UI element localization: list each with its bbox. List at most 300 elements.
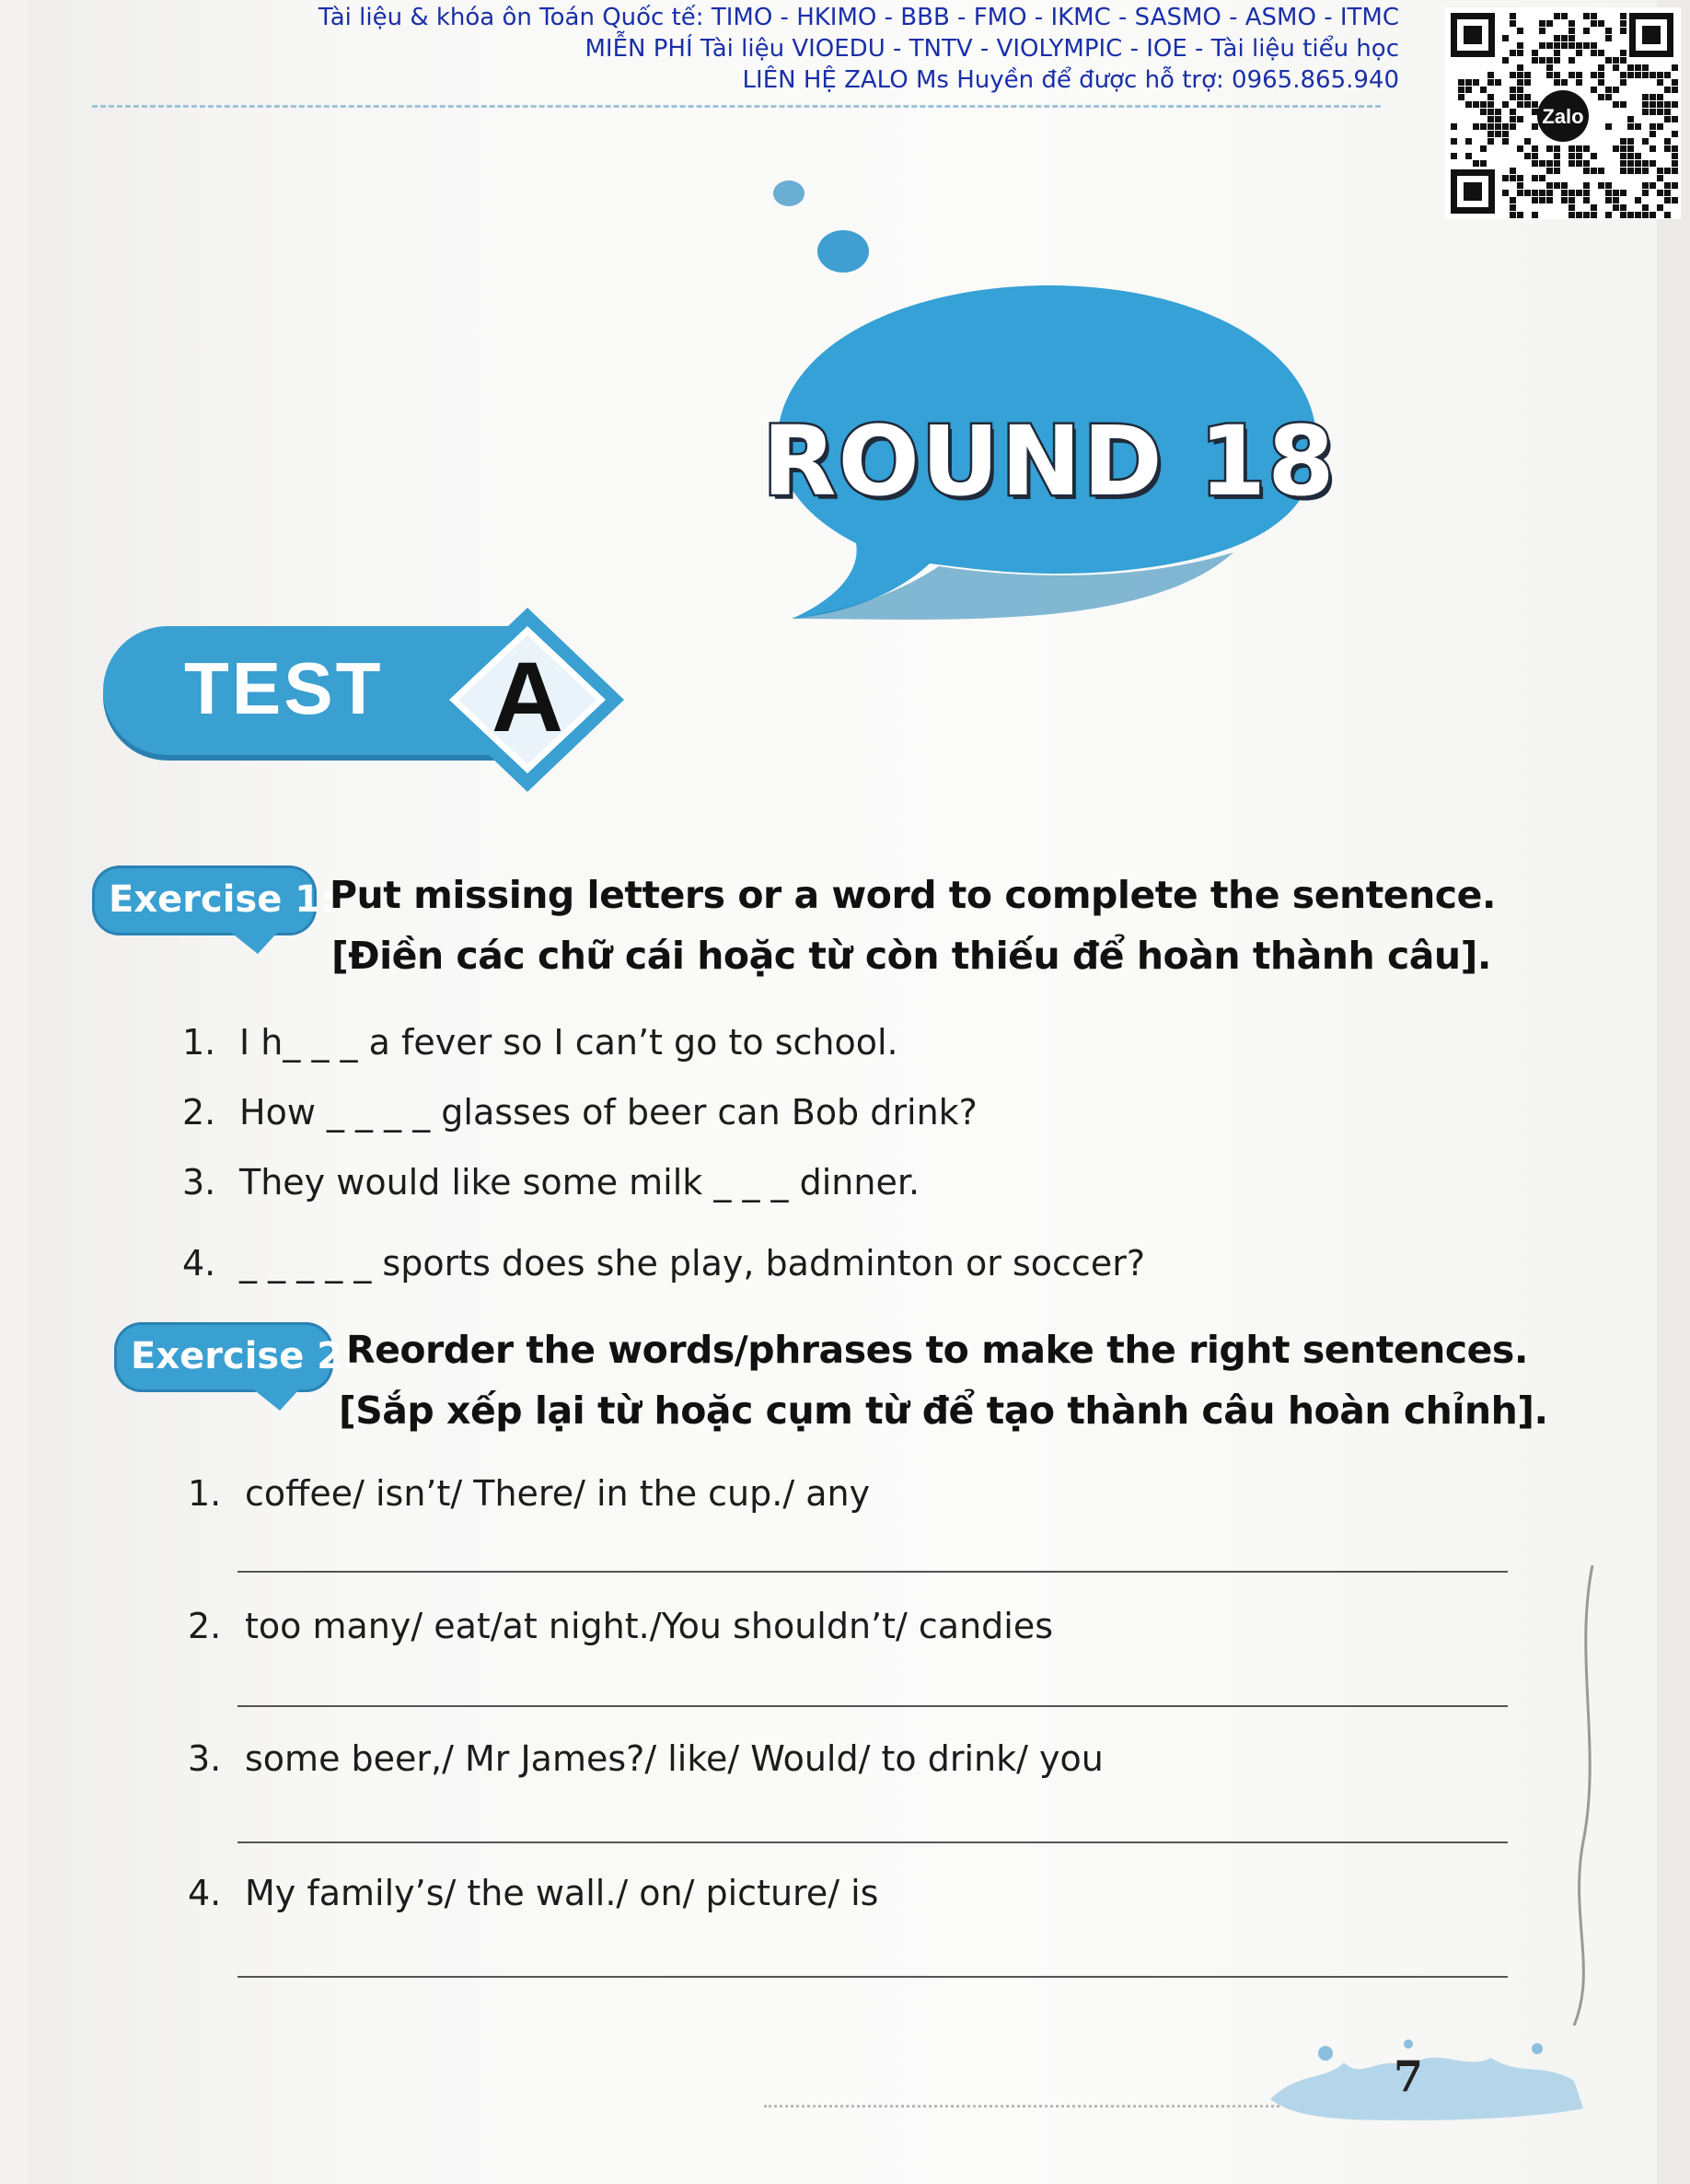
qr-module (1546, 197, 1553, 203)
item-text: too many/ eat/at night./You shouldn’t/ candies (245, 1606, 1054, 1646)
qr-module (1532, 109, 1538, 115)
qr-module (1451, 123, 1457, 130)
footer-splash-decoration (1261, 2016, 1592, 2127)
qr-module (1583, 182, 1590, 189)
qr-module (1613, 190, 1619, 196)
promo-line-3: LIÊN HỆ ZALO Ms Huyền để được hỗ trợ: 0965.865.940 (742, 66, 1399, 94)
test-letter-badge (431, 608, 624, 792)
qr-module (1642, 182, 1649, 189)
item-text: I h_ _ _ a fever so I can’t go to school. (239, 1022, 898, 1063)
qr-module (1554, 79, 1560, 86)
qr-module (1546, 20, 1553, 27)
qr-module (1657, 204, 1663, 211)
qr-module (1635, 168, 1641, 174)
qr-module (1642, 190, 1649, 196)
qr-module (1546, 42, 1553, 49)
qr-module (1465, 87, 1472, 93)
item-text: How _ _ _ _ glasses of beer can Bob drink? (239, 1092, 978, 1133)
qr-module (1649, 131, 1656, 137)
qr-module (1487, 72, 1494, 78)
qr-module (1517, 145, 1523, 152)
footer-dotted-line (764, 2105, 1279, 2108)
qr-module (1657, 123, 1663, 130)
qr-module (1539, 197, 1545, 203)
qr-module (1576, 79, 1582, 86)
qr-module (1664, 182, 1671, 189)
qr-module (1649, 160, 1656, 167)
qr-module (1576, 145, 1582, 152)
exercise-2-title: Reorder the words/phrases to make the right sentences. (346, 1328, 1528, 1372)
qr-module (1480, 87, 1487, 93)
qr-module (1532, 212, 1538, 218)
qr-module (1649, 101, 1656, 108)
qr-module (1620, 204, 1626, 211)
item-number: 1. (182, 1022, 216, 1063)
qr-module (1672, 116, 1678, 122)
qr-module (1627, 168, 1634, 174)
qr-module (1627, 138, 1634, 145)
qr-module (1576, 190, 1582, 196)
qr-module (1568, 20, 1575, 27)
qr-module (1517, 79, 1523, 86)
qr-module (1532, 101, 1538, 108)
qr-module (1561, 197, 1568, 203)
decorative-curve (1556, 1565, 1611, 2026)
qr-module (1642, 94, 1649, 100)
qr-module (1664, 109, 1671, 115)
qr-module (1591, 153, 1597, 159)
qr-module (1487, 138, 1494, 145)
exercise-2-item (188, 1873, 878, 1913)
qr-module (1502, 57, 1509, 64)
qr-module (1657, 72, 1663, 78)
qr-module (1532, 57, 1538, 64)
qr-module (1480, 160, 1487, 167)
qr-module (1510, 13, 1516, 19)
decorative-dashed-line (92, 105, 1381, 108)
qr-module (1672, 64, 1678, 71)
qr-module (1672, 160, 1678, 167)
qr-module (1605, 212, 1612, 218)
qr-module (1561, 35, 1568, 41)
qr-module (1649, 123, 1656, 130)
qr-module (1583, 13, 1590, 19)
qr-module (1591, 204, 1597, 211)
qr-module (1657, 101, 1663, 108)
qr-module (1657, 94, 1663, 100)
qr-badge: Zalo (1542, 105, 1584, 128)
qr-module (1598, 50, 1604, 56)
qr-module (1620, 50, 1626, 56)
qr-module (1620, 13, 1626, 19)
qr-module (1473, 160, 1479, 167)
qr-module (1576, 160, 1582, 167)
qr-module (1458, 79, 1464, 86)
qr-module (1635, 72, 1641, 78)
qr-module (1510, 123, 1516, 130)
qr-module (1510, 168, 1516, 174)
bubble-dot-medium (817, 230, 869, 273)
qr-module (1627, 212, 1634, 218)
qr-module (1605, 57, 1612, 64)
qr-module (1664, 197, 1671, 203)
qr-module (1627, 72, 1634, 78)
qr-module (1576, 153, 1582, 159)
qr-module (1657, 168, 1663, 174)
qr-module (1642, 168, 1649, 174)
page-number: 7 (1394, 2051, 1424, 2101)
qr-module (1583, 197, 1590, 203)
qr-module (1598, 94, 1604, 100)
exercise-2-subtitle: [Sắp xếp lại từ hoặc cụm từ để tạo thành câu hoàn chỉnh]. (339, 1388, 1548, 1433)
qr-module (1502, 175, 1509, 181)
test-label: TEST (184, 647, 384, 729)
qr-module (1532, 153, 1538, 159)
qr-module (1598, 72, 1604, 78)
exercise-1-item (182, 1022, 898, 1063)
qr-module (1591, 42, 1597, 49)
qr-module (1539, 175, 1545, 181)
answer-line[interactable] (237, 1841, 1508, 1843)
qr-module (1642, 64, 1649, 71)
test-letter: A (492, 641, 563, 752)
qr-module (1517, 72, 1523, 78)
exercise-2-item (188, 1473, 870, 1514)
qr-module (1649, 94, 1656, 100)
qr-module (1672, 87, 1678, 93)
qr-module (1649, 72, 1656, 78)
qr-module (1657, 175, 1663, 181)
qr-module (1487, 116, 1494, 122)
qr-module (1495, 116, 1501, 122)
qr-module (1591, 20, 1597, 27)
qr-module (1635, 64, 1641, 71)
zalo-qr-code (1445, 7, 1681, 219)
qr-module (1568, 42, 1575, 49)
qr-module (1568, 204, 1575, 211)
qr-module (1672, 101, 1678, 108)
qr-module (1539, 160, 1545, 167)
qr-module (1627, 145, 1634, 152)
qr-module (1605, 94, 1612, 100)
qr-module (1502, 35, 1509, 41)
answer-line[interactable] (237, 1976, 1508, 1978)
qr-module (1517, 42, 1523, 49)
qr-module (1664, 190, 1671, 196)
exercise-2-tag: Exercise 2: (114, 1322, 333, 1392)
qr-module (1591, 168, 1597, 174)
qr-module (1510, 20, 1516, 27)
qr-module (1620, 145, 1626, 152)
qr-module (1517, 182, 1523, 189)
qr-module (1620, 138, 1626, 145)
item-text: _ _ _ _ _ sports does she play, badminton or soccer? (239, 1243, 1145, 1284)
qr-module (1613, 145, 1619, 152)
qr-module (1583, 42, 1590, 49)
item-number: 4. (182, 1243, 216, 1284)
qr-module (1510, 212, 1516, 218)
qr-module (1568, 212, 1575, 218)
qr-module (1524, 79, 1531, 86)
item-number: 3. (182, 1162, 216, 1202)
qr-module (1539, 190, 1545, 196)
qr-module (1458, 94, 1464, 100)
item-text: My family’s/ the wall./ on/ picture/ is (245, 1873, 879, 1913)
qr-module (1620, 72, 1626, 78)
qr-module (1517, 94, 1523, 100)
qr-module (1583, 160, 1590, 167)
qr-module (1554, 13, 1560, 19)
qr-module (1664, 212, 1671, 218)
item-number: 1. (188, 1473, 222, 1514)
qr-module (1473, 123, 1479, 130)
qr-module (1502, 190, 1509, 196)
qr-module (1554, 182, 1560, 189)
qr-module (1576, 42, 1582, 49)
qr-module (1627, 116, 1634, 122)
qr-module (1620, 28, 1626, 34)
qr-module (1473, 79, 1479, 86)
qr-module (1480, 123, 1487, 130)
qr-module (1605, 123, 1612, 130)
qr-module (1568, 197, 1575, 203)
qr-module (1620, 168, 1626, 174)
item-text: They would like some milk _ _ _ dinner. (239, 1162, 920, 1202)
qr-module (1568, 190, 1575, 196)
qr-module (1554, 50, 1560, 56)
qr-module (1591, 72, 1597, 78)
qr-module (1605, 197, 1612, 203)
qr-module (1502, 101, 1509, 108)
qr-module (1487, 131, 1494, 137)
qr-module (1495, 123, 1501, 130)
qr-module (1517, 87, 1523, 93)
qr-module (1568, 145, 1575, 152)
qr-module (1524, 101, 1531, 108)
qr-module (1524, 94, 1531, 100)
qr-module (1591, 50, 1597, 56)
qr-module (1568, 57, 1575, 64)
qr-module (1568, 72, 1575, 78)
qr-module (1672, 79, 1678, 86)
qr-module (1649, 145, 1656, 152)
qr-module (1642, 138, 1649, 145)
qr-module (1576, 50, 1582, 56)
qr-module (1672, 182, 1678, 189)
qr-module (1510, 72, 1516, 78)
qr-module (1487, 101, 1494, 108)
qr-module (1598, 64, 1604, 71)
page-edge (1657, 0, 1690, 2184)
qr-module (1532, 160, 1538, 167)
qr-module (1657, 190, 1663, 196)
exercise-1-subtitle: [Điền các chữ cái hoặc từ còn thiếu để hoàn thành câu]. (331, 934, 1491, 978)
qr-module (1583, 145, 1590, 152)
qr-module (1613, 101, 1619, 108)
qr-module (1642, 212, 1649, 218)
qr-module (1576, 72, 1582, 78)
qr-module (1635, 212, 1641, 218)
promo-header (55, 2, 1399, 96)
qr-module (1568, 35, 1575, 41)
qr-module (1598, 182, 1604, 189)
round-title: ROUND 18 (762, 405, 1337, 517)
exercise-1-item (182, 1092, 978, 1133)
qr-module (1672, 131, 1678, 137)
round-bubble (755, 276, 1344, 645)
qr-module (1657, 109, 1663, 115)
qr-module (1642, 72, 1649, 78)
qr-module (1672, 168, 1678, 174)
qr-module (1642, 101, 1649, 108)
qr-module (1642, 109, 1649, 115)
qr-module (1451, 153, 1457, 159)
qr-module (1502, 123, 1509, 130)
qr-module (1642, 204, 1649, 211)
qr-module (1532, 190, 1538, 196)
qr-module (1495, 109, 1501, 115)
answer-line[interactable] (237, 1571, 1508, 1573)
qr-module (1502, 138, 1509, 145)
exercise-2-item (188, 1606, 1053, 1646)
qr-module (1568, 153, 1575, 159)
qr-module (1605, 87, 1612, 93)
qr-module (1554, 160, 1560, 167)
answer-line[interactable] (237, 1705, 1508, 1707)
qr-module (1495, 79, 1501, 86)
qr-module (1532, 145, 1538, 152)
qr-module (1517, 28, 1523, 34)
qr-module (1583, 190, 1590, 196)
qr-module (1546, 160, 1553, 167)
qr-module (1598, 79, 1604, 86)
qr-module (1664, 138, 1671, 145)
qr-module (1487, 123, 1494, 130)
bubble-dot-small (773, 180, 804, 206)
qr-module (1583, 168, 1590, 174)
qr-module (1664, 101, 1671, 108)
qr-module (1539, 20, 1545, 27)
qr-module (1539, 57, 1545, 64)
qr-module (1546, 64, 1553, 71)
exercise-1-title: Put missing letters or a word to complete the sentence. (330, 873, 1496, 917)
qr-module (1672, 153, 1678, 159)
qr-module (1620, 101, 1626, 108)
qr-module (1613, 197, 1619, 203)
qr-module (1539, 42, 1545, 49)
qr-module (1473, 101, 1479, 108)
qr-module (1524, 153, 1531, 159)
qr-module (1510, 204, 1516, 211)
qr-module (1613, 204, 1619, 211)
qr-module (1546, 72, 1553, 78)
qr-module (1620, 57, 1626, 64)
qr-module (1517, 50, 1523, 56)
qr-module (1539, 28, 1545, 34)
qr-module (1524, 72, 1531, 78)
qr-module (1613, 57, 1619, 64)
qr-module (1664, 116, 1671, 122)
qr-module (1546, 145, 1553, 152)
qr-module (1620, 190, 1626, 196)
qr-module (1627, 123, 1634, 130)
promo-line-2: MIỄN PHÍ Tài liệu VIOEDU - TNTV - VIOLYMPIC - IOE - Tài liệu tiểu học (585, 35, 1399, 63)
qr-module (1532, 50, 1538, 56)
qr-module (1664, 87, 1671, 93)
qr-module (1561, 182, 1568, 189)
qr-module (1561, 190, 1568, 196)
qr-module (1583, 212, 1590, 218)
qr-module (1517, 116, 1523, 122)
qr-module (1627, 153, 1634, 159)
qr-module (1627, 160, 1634, 167)
qr-module (1510, 197, 1516, 203)
item-number: 4. (188, 1873, 222, 1913)
qr-module (1546, 168, 1553, 174)
item-text: some beer,/ Mr James?/ like/ Would/ to drink/ you (245, 1738, 1104, 1779)
qr-module (1510, 109, 1516, 115)
qr-module (1635, 160, 1641, 167)
qr-module (1458, 87, 1464, 93)
qr-module (1657, 79, 1663, 86)
qr-module (1554, 153, 1560, 159)
qr-module (1502, 131, 1509, 137)
qr-module (1546, 57, 1553, 64)
qr-module (1635, 197, 1641, 203)
qr-module (1568, 160, 1575, 167)
qr-module (1664, 145, 1671, 152)
qr-module (1517, 175, 1523, 181)
qr-module (1591, 13, 1597, 19)
qr-module (1510, 116, 1516, 122)
qr-module (1517, 190, 1523, 196)
qr-module (1524, 138, 1531, 145)
qr-module (1532, 175, 1538, 181)
qr-module (1613, 64, 1619, 71)
qr-module (1480, 145, 1487, 152)
qr-module (1561, 13, 1568, 19)
qr-module (1465, 79, 1472, 86)
qr-module (1613, 87, 1619, 93)
qr-module (1620, 20, 1626, 27)
qr-module (1649, 212, 1656, 218)
qr-module (1517, 101, 1523, 108)
qr-module (1591, 212, 1597, 218)
qr-module (1554, 145, 1560, 152)
qr-module (1480, 109, 1487, 115)
qr-module (1598, 168, 1604, 174)
promo-line-1: Tài liệu & khóa ôn Toán Quốc tế: TIMO - HKIMO - BBB - FMO - IKMC - SASMO - ASMO - ITMC (318, 4, 1399, 31)
qr-module (1635, 153, 1641, 159)
item-number: 2. (188, 1606, 222, 1646)
qr-module (1568, 28, 1575, 34)
qr-module (1510, 87, 1516, 93)
qr-module (1583, 28, 1590, 34)
qr-module (1627, 64, 1634, 71)
qr-module (1554, 35, 1560, 41)
qr-module (1495, 131, 1501, 137)
item-number: 2. (182, 1092, 216, 1133)
qr-module (1524, 190, 1531, 196)
qr-module (1554, 42, 1560, 49)
qr-module (1561, 79, 1568, 86)
qr-module (1465, 101, 1472, 108)
exercise-2-item (188, 1738, 1104, 1779)
qr-module (1605, 28, 1612, 34)
item-text: coffee/ isn’t/ There/ in the cup./ any (245, 1473, 871, 1514)
qr-module (1598, 20, 1604, 27)
qr-module (1517, 212, 1523, 218)
